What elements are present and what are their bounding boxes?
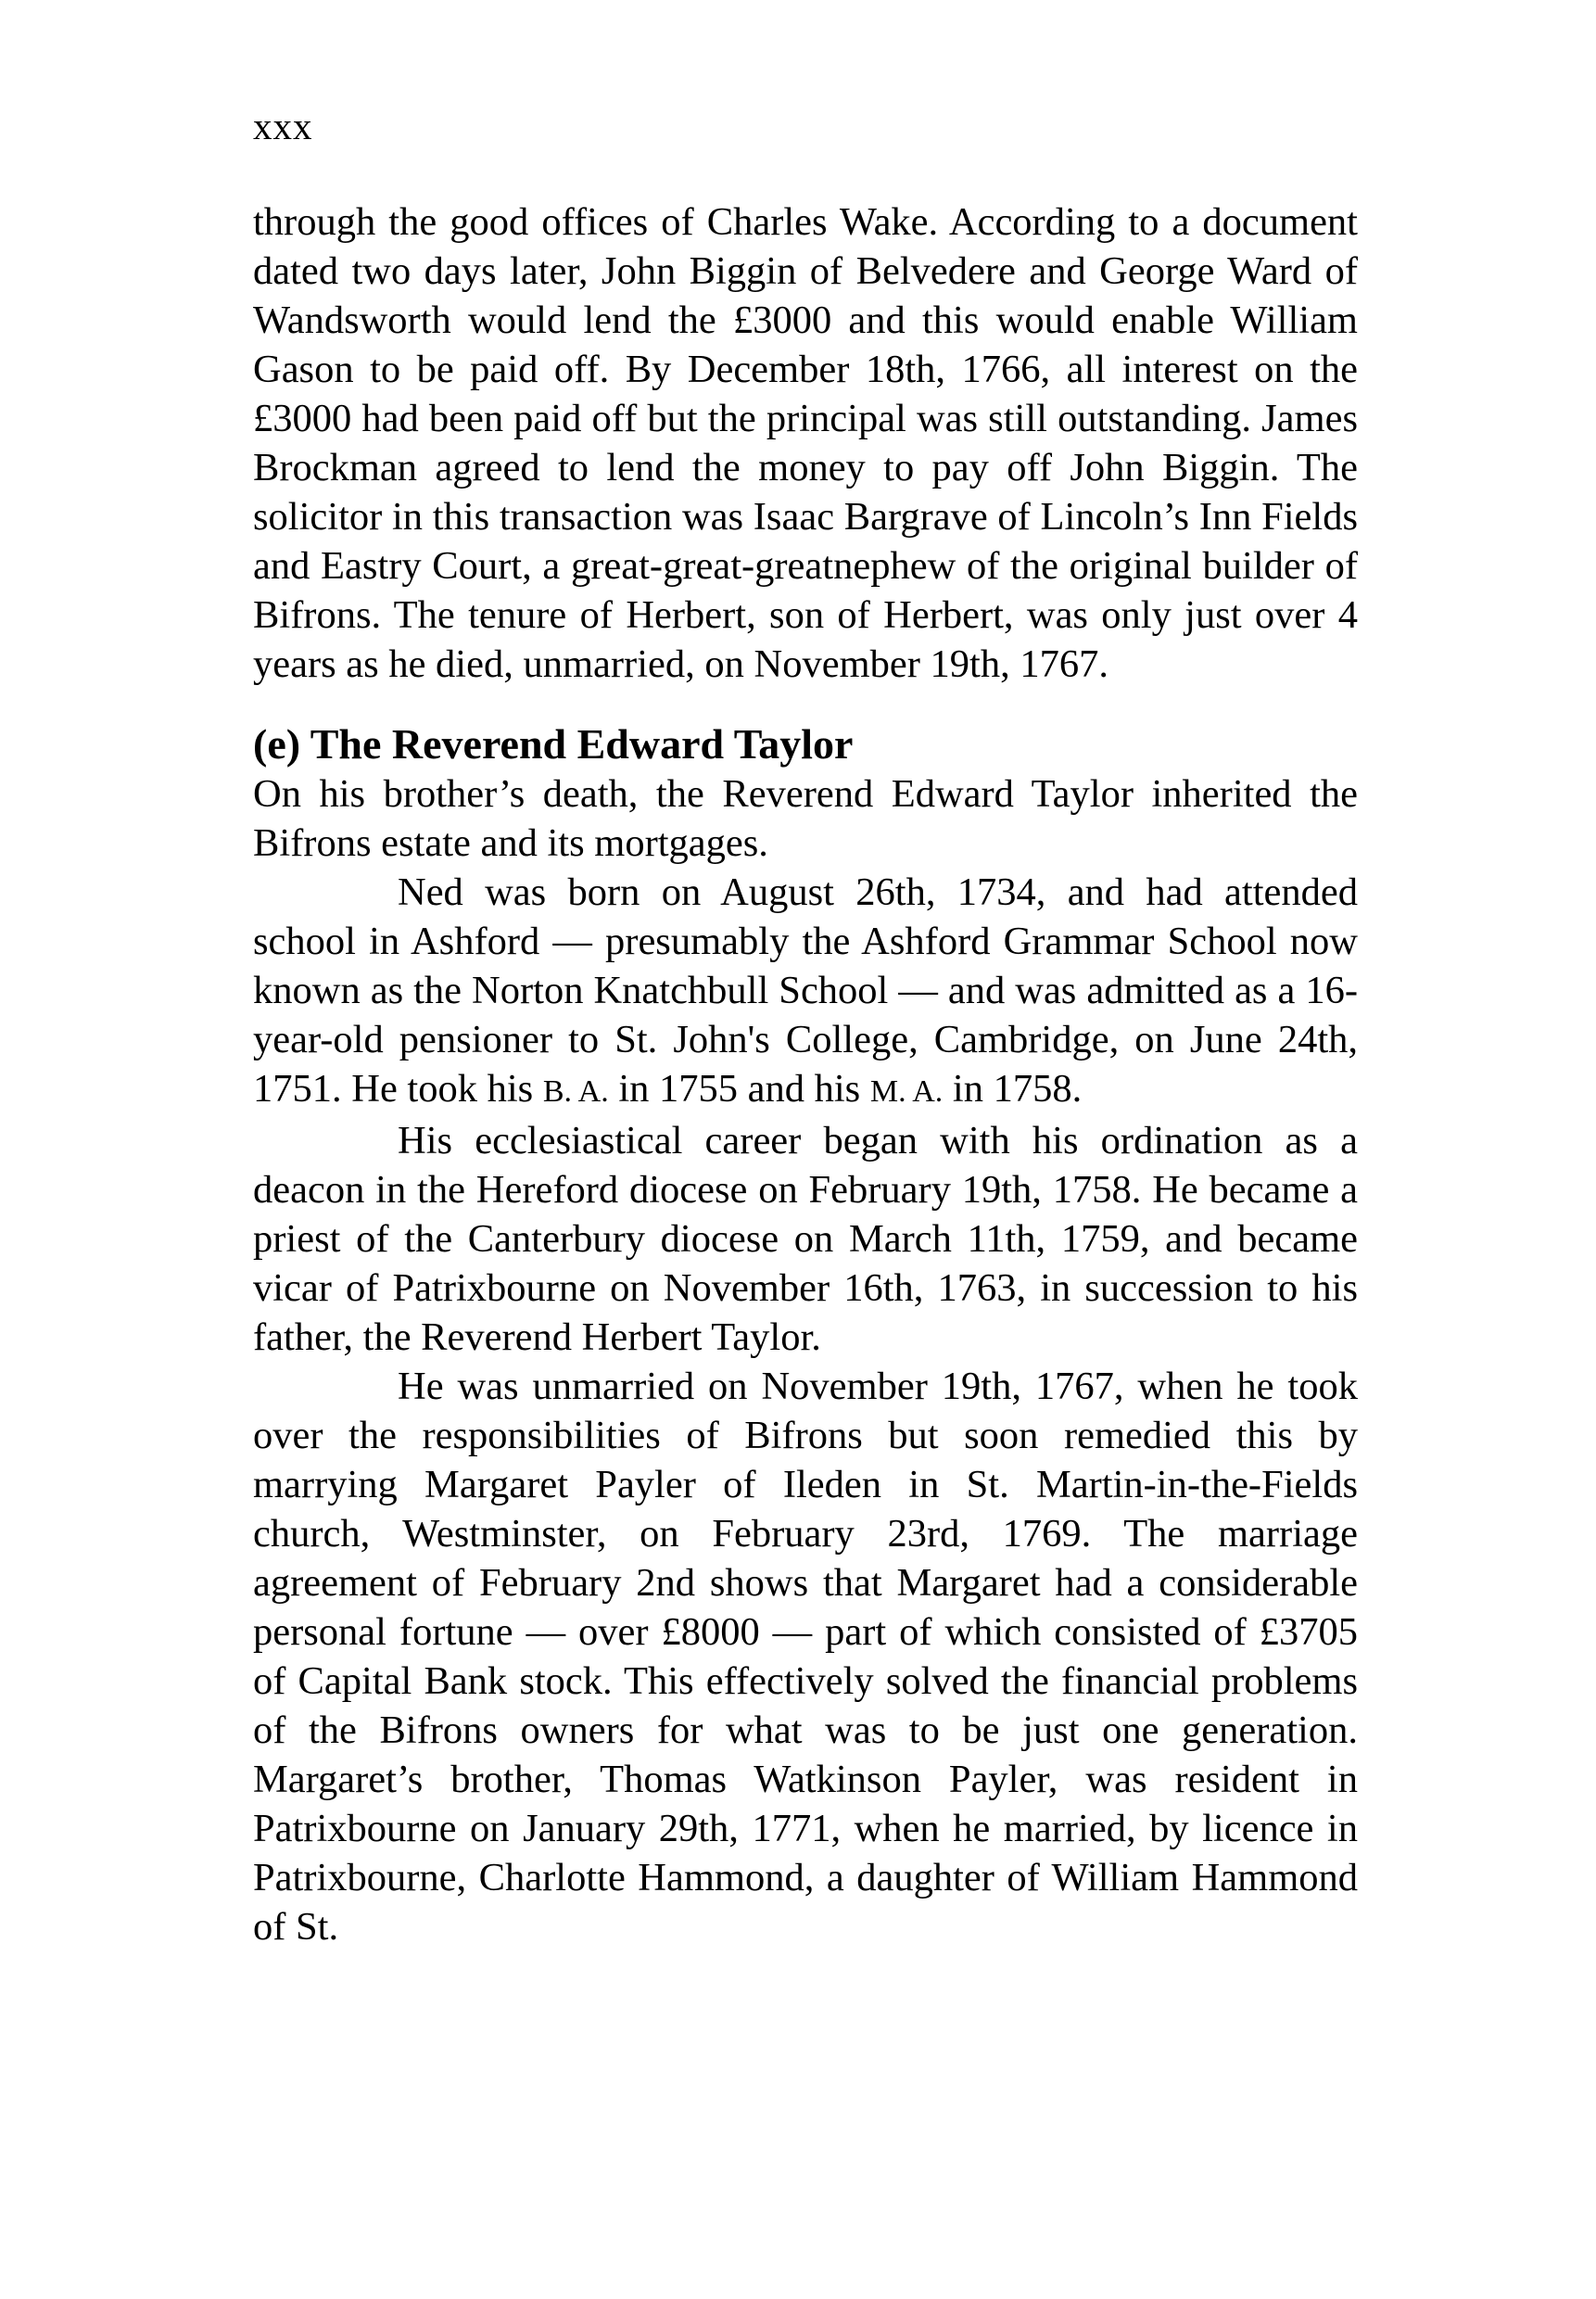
paragraph-mortgage-history: through the good offices of Charles Wake. According to a document dated two days later, John Biggin of Belvedere and George Ward of Wandsworth would lend the £3000 and this would enable William Gason to be paid off. By December 18th, 1766, all interest on the £3000 had been paid off but the principal was still outstanding. James Brockman agreed to lend the money to pay off John Biggin. The solicitor in this transaction was Isaac Bargrave of Lincoln’s Inn Fields and Eastry Court, a great-great-greatnephew of the original builder of Bifrons. The tenure of Herbert, son of Herbert, was only just over 4 years as he died, unmarried, on November 19th, 1767. bbox=[253, 200, 1358, 686]
degree-ba: B. A. bbox=[542, 1074, 609, 1109]
paragraph-marriage: He was unmarried on November 19th, 1767, when he took over the responsibilities of Bifrons but soon remedied this by marrying Margaret Payler of Ileden in St. Martin-in-the-Fields church, Westminster, on February 23rd, 1769. The marriage agreement of February 2nd shows that Margaret had a considerable personal fortune — over £8000 — part of which consisted of £3705 of Capital Bank stock. This effectively solved the financial problems of the Bifrons owners for what was to be just one generation. Margaret’s brother, Thomas Watkinson Payler, was resident in Patrixbourne on January 29th, 1771, when he married, by licence in Patrixbourne, Charlotte Hammond, a daughter of William Hammond of St. bbox=[253, 1365, 1358, 1949]
paragraph-ecclesiastical-career: His ecclesiastical career began with his ordination as a deacon in the Hereford diocese on February 19th, 1758. He became a priest of the Canterbury diocese on March 11th, 1759, and became vicar of Patrixbourne on November 16th, 1763, in succession to his father, the Reverend Herbert Taylor. bbox=[253, 1119, 1358, 1359]
degree-ma: M. A. bbox=[869, 1074, 944, 1109]
paragraph-education bbox=[253, 868, 1358, 1116]
paragraph-inheritance: On his brother’s death, the Reverend Edward Taylor inherited the Bifrons estate and its mortgages. bbox=[253, 772, 1358, 865]
education-text-end: in 1758. bbox=[943, 1067, 1083, 1111]
page-number: xxx bbox=[253, 105, 313, 147]
body-text bbox=[253, 197, 1358, 1951]
section-heading: (e) The Reverend Edward Taylor bbox=[253, 720, 854, 768]
education-text-start: Ned was born on August 26th, 1734, and had attended school in Ashford — presumably the Ashford Grammar School now known as the Norton Knatchbull School — and was admitted as a 16-year-old pensioner to St. John's College, Cambridge, on June 24th, 1751. He took his bbox=[253, 870, 1358, 1111]
education-text-middle: in 1755 and his bbox=[608, 1067, 870, 1111]
